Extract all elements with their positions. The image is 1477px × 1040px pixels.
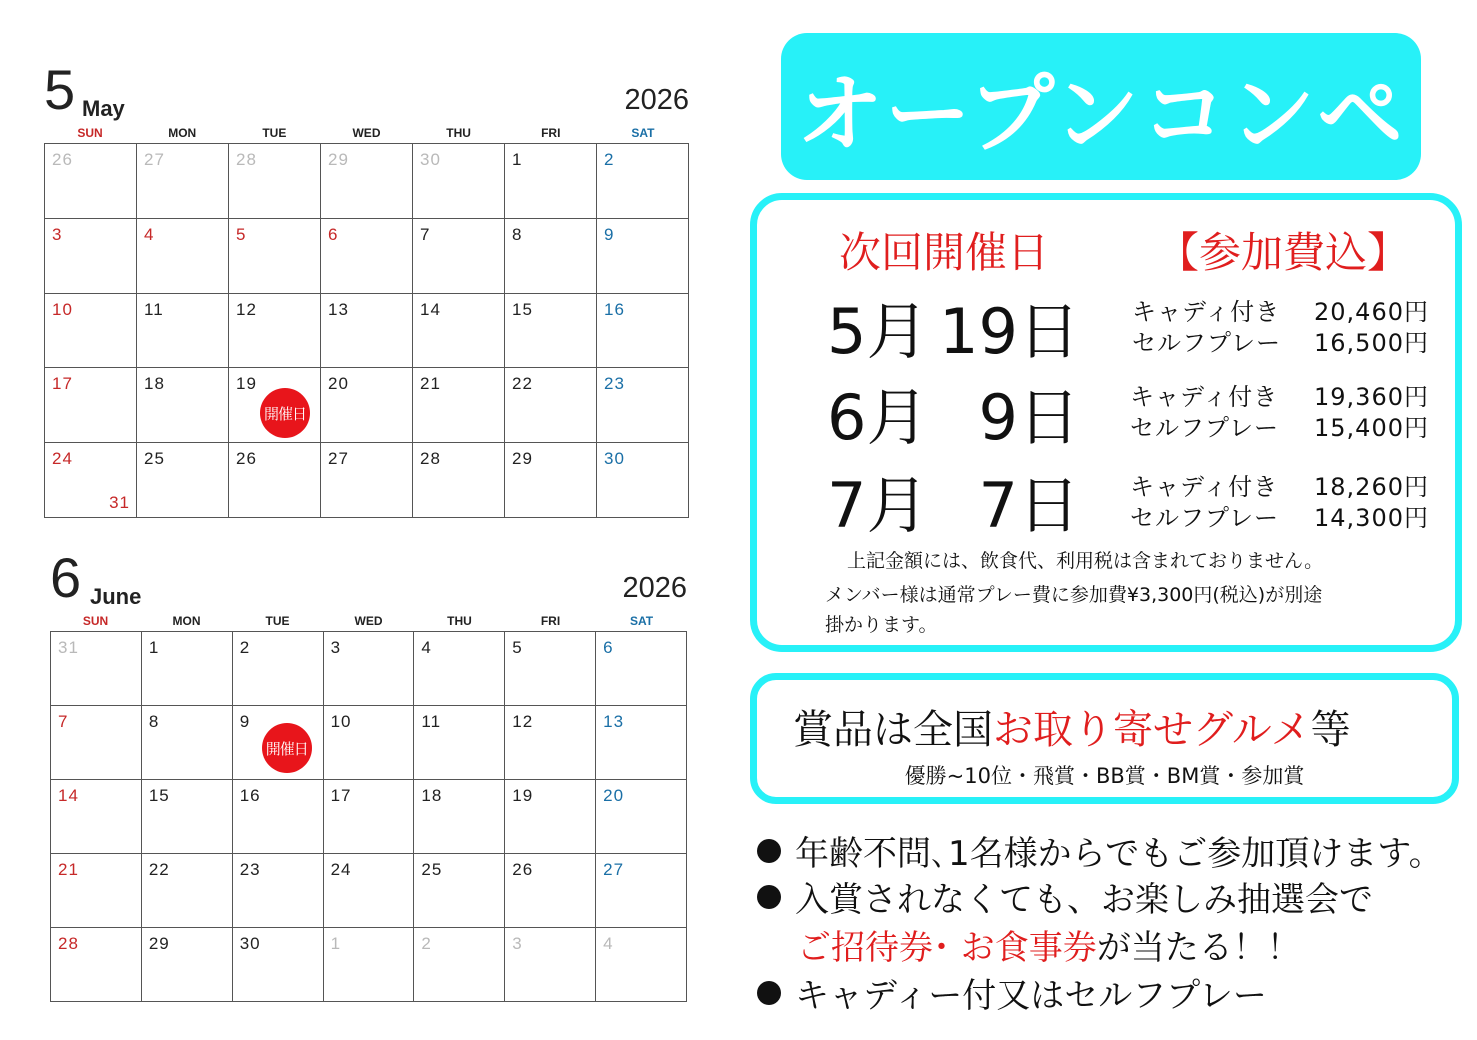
day-number: 18 (421, 786, 443, 805)
event-day: 9日 (978, 381, 1080, 454)
day-number: 16 (604, 299, 625, 319)
calendar-day (51, 780, 142, 854)
day-number: 24 (52, 449, 73, 469)
calendar-day (596, 780, 687, 854)
weekday-label: FRI (540, 614, 561, 628)
event-month: 7月 (827, 469, 929, 542)
calendar-day (321, 219, 413, 294)
self-price: 14,300円 (1314, 504, 1429, 532)
caddie-label: キャディ付き (1132, 298, 1281, 326)
day-number: 14 (58, 786, 79, 805)
day-number: 7 (420, 224, 431, 244)
calendar-day (505, 443, 597, 518)
day-number: 21 (420, 374, 441, 394)
day-number: 11 (421, 712, 442, 731)
event-day: 19日 (939, 295, 1080, 368)
calendar-june (50, 546, 687, 1002)
day-number: 13 (328, 299, 349, 319)
calendar-may (44, 58, 689, 518)
self-price: 16,500円 (1314, 329, 1429, 357)
calendar-day (324, 780, 415, 854)
calendar-day (137, 144, 229, 219)
calendar-day (51, 632, 142, 706)
fee-heading: 【参加費込】 (1157, 228, 1410, 277)
day-number: 20 (328, 374, 349, 394)
weekday-label: TUE (262, 126, 287, 140)
calendar-grid (44, 143, 689, 518)
day-number: 29 (148, 934, 170, 953)
weekday-label: SAT (631, 126, 655, 140)
calendar-day (414, 928, 505, 1002)
day-number: 28 (420, 449, 441, 469)
day-number: 3 (52, 224, 63, 244)
event-month: 6月 (827, 381, 929, 454)
day-number: 13 (603, 712, 625, 731)
schedule-heading: 次回開催日 (839, 228, 1050, 277)
day-number: 18 (144, 374, 165, 394)
calendar-day (45, 294, 137, 369)
day-number: 2 (239, 638, 251, 657)
calendar-day (596, 854, 687, 928)
calendar-day (413, 219, 505, 294)
calendar-day (142, 632, 233, 706)
caddie-price: 18,260円 (1314, 473, 1429, 501)
day-number: 1 (330, 934, 342, 953)
year: 2026 (624, 84, 689, 116)
bullet-item (757, 826, 1443, 875)
day-number: 30 (604, 449, 625, 469)
self-price: 15,400円 (1314, 414, 1429, 442)
weekday-header (44, 126, 689, 142)
calendar-day (324, 854, 415, 928)
prize-text-tail: 等 (1310, 707, 1351, 753)
calendar-day (505, 854, 596, 928)
day-number: 30 (239, 934, 261, 953)
day-number: 30 (420, 150, 441, 169)
day-number: 4 (144, 224, 155, 244)
calendar-day (413, 294, 505, 369)
weekday-label: FRI (541, 126, 561, 140)
day-number: 23 (604, 374, 625, 394)
day-number: 6 (603, 638, 614, 657)
weekday-label: SUN (77, 126, 103, 140)
bullet-item (757, 968, 1267, 1017)
calendar-day (45, 443, 137, 518)
calendar-day (413, 443, 505, 518)
calendar-day (597, 294, 689, 369)
schedule-box (750, 193, 1462, 652)
day-number: 25 (144, 449, 165, 469)
calendar-day (51, 706, 142, 780)
calendar-day (505, 144, 597, 219)
day-number: 15 (512, 299, 533, 319)
day-number: 27 (144, 150, 165, 169)
day-number: 2 (421, 934, 432, 953)
day-number: 16 (239, 786, 261, 805)
day-number: 28 (236, 150, 257, 169)
calendar-day (321, 294, 413, 369)
day-number: 29 (512, 449, 533, 469)
day-number: 21 (58, 860, 79, 879)
self-label: セルフプレー (1130, 414, 1280, 442)
prize-highlight: お取り寄せグルメ (993, 707, 1311, 753)
day-number: 2 (604, 150, 615, 169)
calendar-day (505, 368, 597, 443)
day-number: 12 (236, 299, 257, 319)
day-number: 6 (328, 224, 339, 244)
caddie-price: 19,360円 (1314, 383, 1429, 411)
day-number: 28 (58, 934, 79, 953)
day-number: 26 (512, 860, 534, 879)
caddie-label: キャディ付き (1130, 473, 1279, 501)
month-number: 5 (44, 58, 76, 121)
page-title: オープンコンペ (796, 64, 1406, 165)
bullet-dot-icon (757, 885, 781, 909)
calendar-day (229, 368, 321, 443)
day-number: 20 (603, 786, 625, 805)
day-number: 29 (328, 150, 349, 169)
day-number: 26 (52, 150, 73, 169)
prize-headline (793, 698, 1351, 755)
event-month: 5月 (827, 295, 929, 368)
bullet-text: キャディー付又はセルフプレー (795, 976, 1267, 1016)
day-number: 27 (328, 449, 349, 469)
bullet-text: が当たる！！ (1096, 928, 1301, 968)
calendar-day (414, 780, 505, 854)
note-member-line1: メンバー様は通常プレー費に参加費¥3,300円(税込)が別途 (825, 584, 1323, 606)
bullet-dot-icon (757, 839, 781, 863)
day-number: 9 (604, 224, 615, 244)
calendar-day (45, 219, 137, 294)
weekday-label: MON (168, 126, 197, 140)
day-number: 23 (239, 860, 261, 879)
calendar-day (505, 294, 597, 369)
weekday-label: TUE (265, 614, 290, 628)
bullet-item (757, 872, 1373, 921)
calendar-day (596, 706, 687, 780)
day-number: 3 (512, 934, 523, 953)
weekday-header (50, 614, 687, 630)
calendar-day (414, 632, 505, 706)
calendar-day (233, 780, 324, 854)
calendar-day (142, 780, 233, 854)
calendar-day (233, 632, 324, 706)
calendar-day (505, 632, 596, 706)
month-name: May (82, 96, 125, 121)
calendar-day (137, 294, 229, 369)
calendar-day (137, 219, 229, 294)
day-number: 1 (512, 150, 523, 169)
calendar-day (229, 144, 321, 219)
day-number: 27 (603, 860, 625, 879)
weekday-label: SUN (82, 614, 109, 628)
day-number: 8 (148, 712, 160, 731)
calendar-day (142, 706, 233, 780)
calendar-day (142, 854, 233, 928)
calendar-day (324, 632, 415, 706)
calendar-day (413, 368, 505, 443)
calendar-grid (50, 631, 687, 1002)
calendar-day (51, 928, 142, 1002)
calendar-day (142, 928, 233, 1002)
day-number: 8 (512, 224, 523, 244)
day-number: 4 (421, 638, 432, 657)
day-number: 1 (148, 638, 160, 657)
month-name: June (90, 584, 142, 609)
day-number: 17 (330, 786, 352, 805)
calendar-day (597, 443, 689, 518)
day-number: 4 (603, 934, 614, 953)
day-number: 19 (236, 374, 257, 394)
calendar-day (414, 854, 505, 928)
calendar-day (229, 294, 321, 369)
prize-box (750, 673, 1459, 804)
caddie-label: キャディ付き (1130, 383, 1279, 411)
month-number: 6 (50, 546, 82, 609)
day-number-secondary: 31 (109, 493, 130, 512)
day-number: 25 (421, 860, 443, 879)
calendar-day (505, 706, 596, 780)
self-label: セルフプレー (1130, 504, 1280, 532)
weekday-label: THU (446, 126, 471, 140)
calendar-day (321, 443, 413, 518)
calendar-day (321, 144, 413, 219)
calendar-day (597, 219, 689, 294)
weekday-label: SAT (629, 614, 654, 628)
day-number: 22 (148, 860, 170, 879)
bullet-continuation (797, 920, 1301, 969)
calendar-day (229, 219, 321, 294)
calendar-day (233, 706, 324, 780)
note-excluded: 上記金額には、飲食代、利用税は含まれておりません。 (847, 550, 1324, 572)
calendar-day (45, 368, 137, 443)
event-day-badge: 開催日 (260, 388, 310, 438)
calendar-day (233, 928, 324, 1002)
calendar-day (137, 368, 229, 443)
day-number: 7 (58, 712, 69, 731)
calendar-day (45, 144, 137, 219)
calendar-day (229, 443, 321, 518)
day-number: 10 (52, 299, 73, 319)
calendar-day (413, 144, 505, 219)
calendar-day (321, 368, 413, 443)
day-number: 22 (512, 374, 533, 394)
calendar-day (233, 854, 324, 928)
weekday-label: THU (447, 614, 472, 628)
day-number: 10 (330, 712, 352, 731)
calendar-day (597, 144, 689, 219)
bullet-highlight: ご招待券･ お食事券 (797, 928, 1097, 968)
calendar-day (51, 854, 142, 928)
title-banner (781, 33, 1421, 180)
day-number: 17 (52, 374, 73, 394)
day-number: 26 (236, 449, 257, 469)
event-day-badge: 開催日 (262, 723, 312, 773)
calendar-day (414, 706, 505, 780)
calendar-day (137, 443, 229, 518)
year: 2026 (622, 572, 687, 604)
day-number: 14 (420, 299, 441, 319)
day-number: 11 (144, 299, 164, 319)
self-label: セルフプレー (1132, 329, 1282, 357)
calendar-day (596, 632, 687, 706)
caddie-price: 20,460円 (1314, 298, 1429, 326)
calendar-day (324, 928, 415, 1002)
day-number: 12 (512, 712, 534, 731)
day-number: 31 (58, 638, 79, 657)
calendar-day (505, 780, 596, 854)
weekday-label: WED (354, 614, 383, 628)
calendar-day (324, 706, 415, 780)
calendar-day (596, 928, 687, 1002)
day-number: 9 (239, 712, 251, 731)
day-number: 15 (148, 786, 170, 805)
weekday-label: MON (172, 614, 201, 628)
event-day: 7日 (978, 469, 1080, 542)
day-number: 24 (330, 860, 352, 879)
day-number: 5 (236, 224, 247, 244)
note-member-line2: 掛かります。 (825, 614, 938, 636)
day-number: 5 (512, 638, 523, 657)
prize-text: 賞品は全国 (793, 707, 993, 753)
day-number: 3 (330, 638, 342, 657)
weekday-label: WED (352, 126, 381, 140)
calendar-day (505, 219, 597, 294)
day-number: 19 (512, 786, 534, 805)
bullet-text: 入賞されなくても、お楽しみ抽選会で (795, 880, 1373, 920)
prize-list: 優勝~10位・飛賞・BB賞・BM賞・参加賞 (904, 764, 1305, 788)
bullet-dot-icon (757, 981, 781, 1005)
calendar-day (505, 928, 596, 1002)
calendar-day (597, 368, 689, 443)
bullet-text: 年齢不問､1名様からでもご参加頂けます。 (795, 834, 1443, 874)
